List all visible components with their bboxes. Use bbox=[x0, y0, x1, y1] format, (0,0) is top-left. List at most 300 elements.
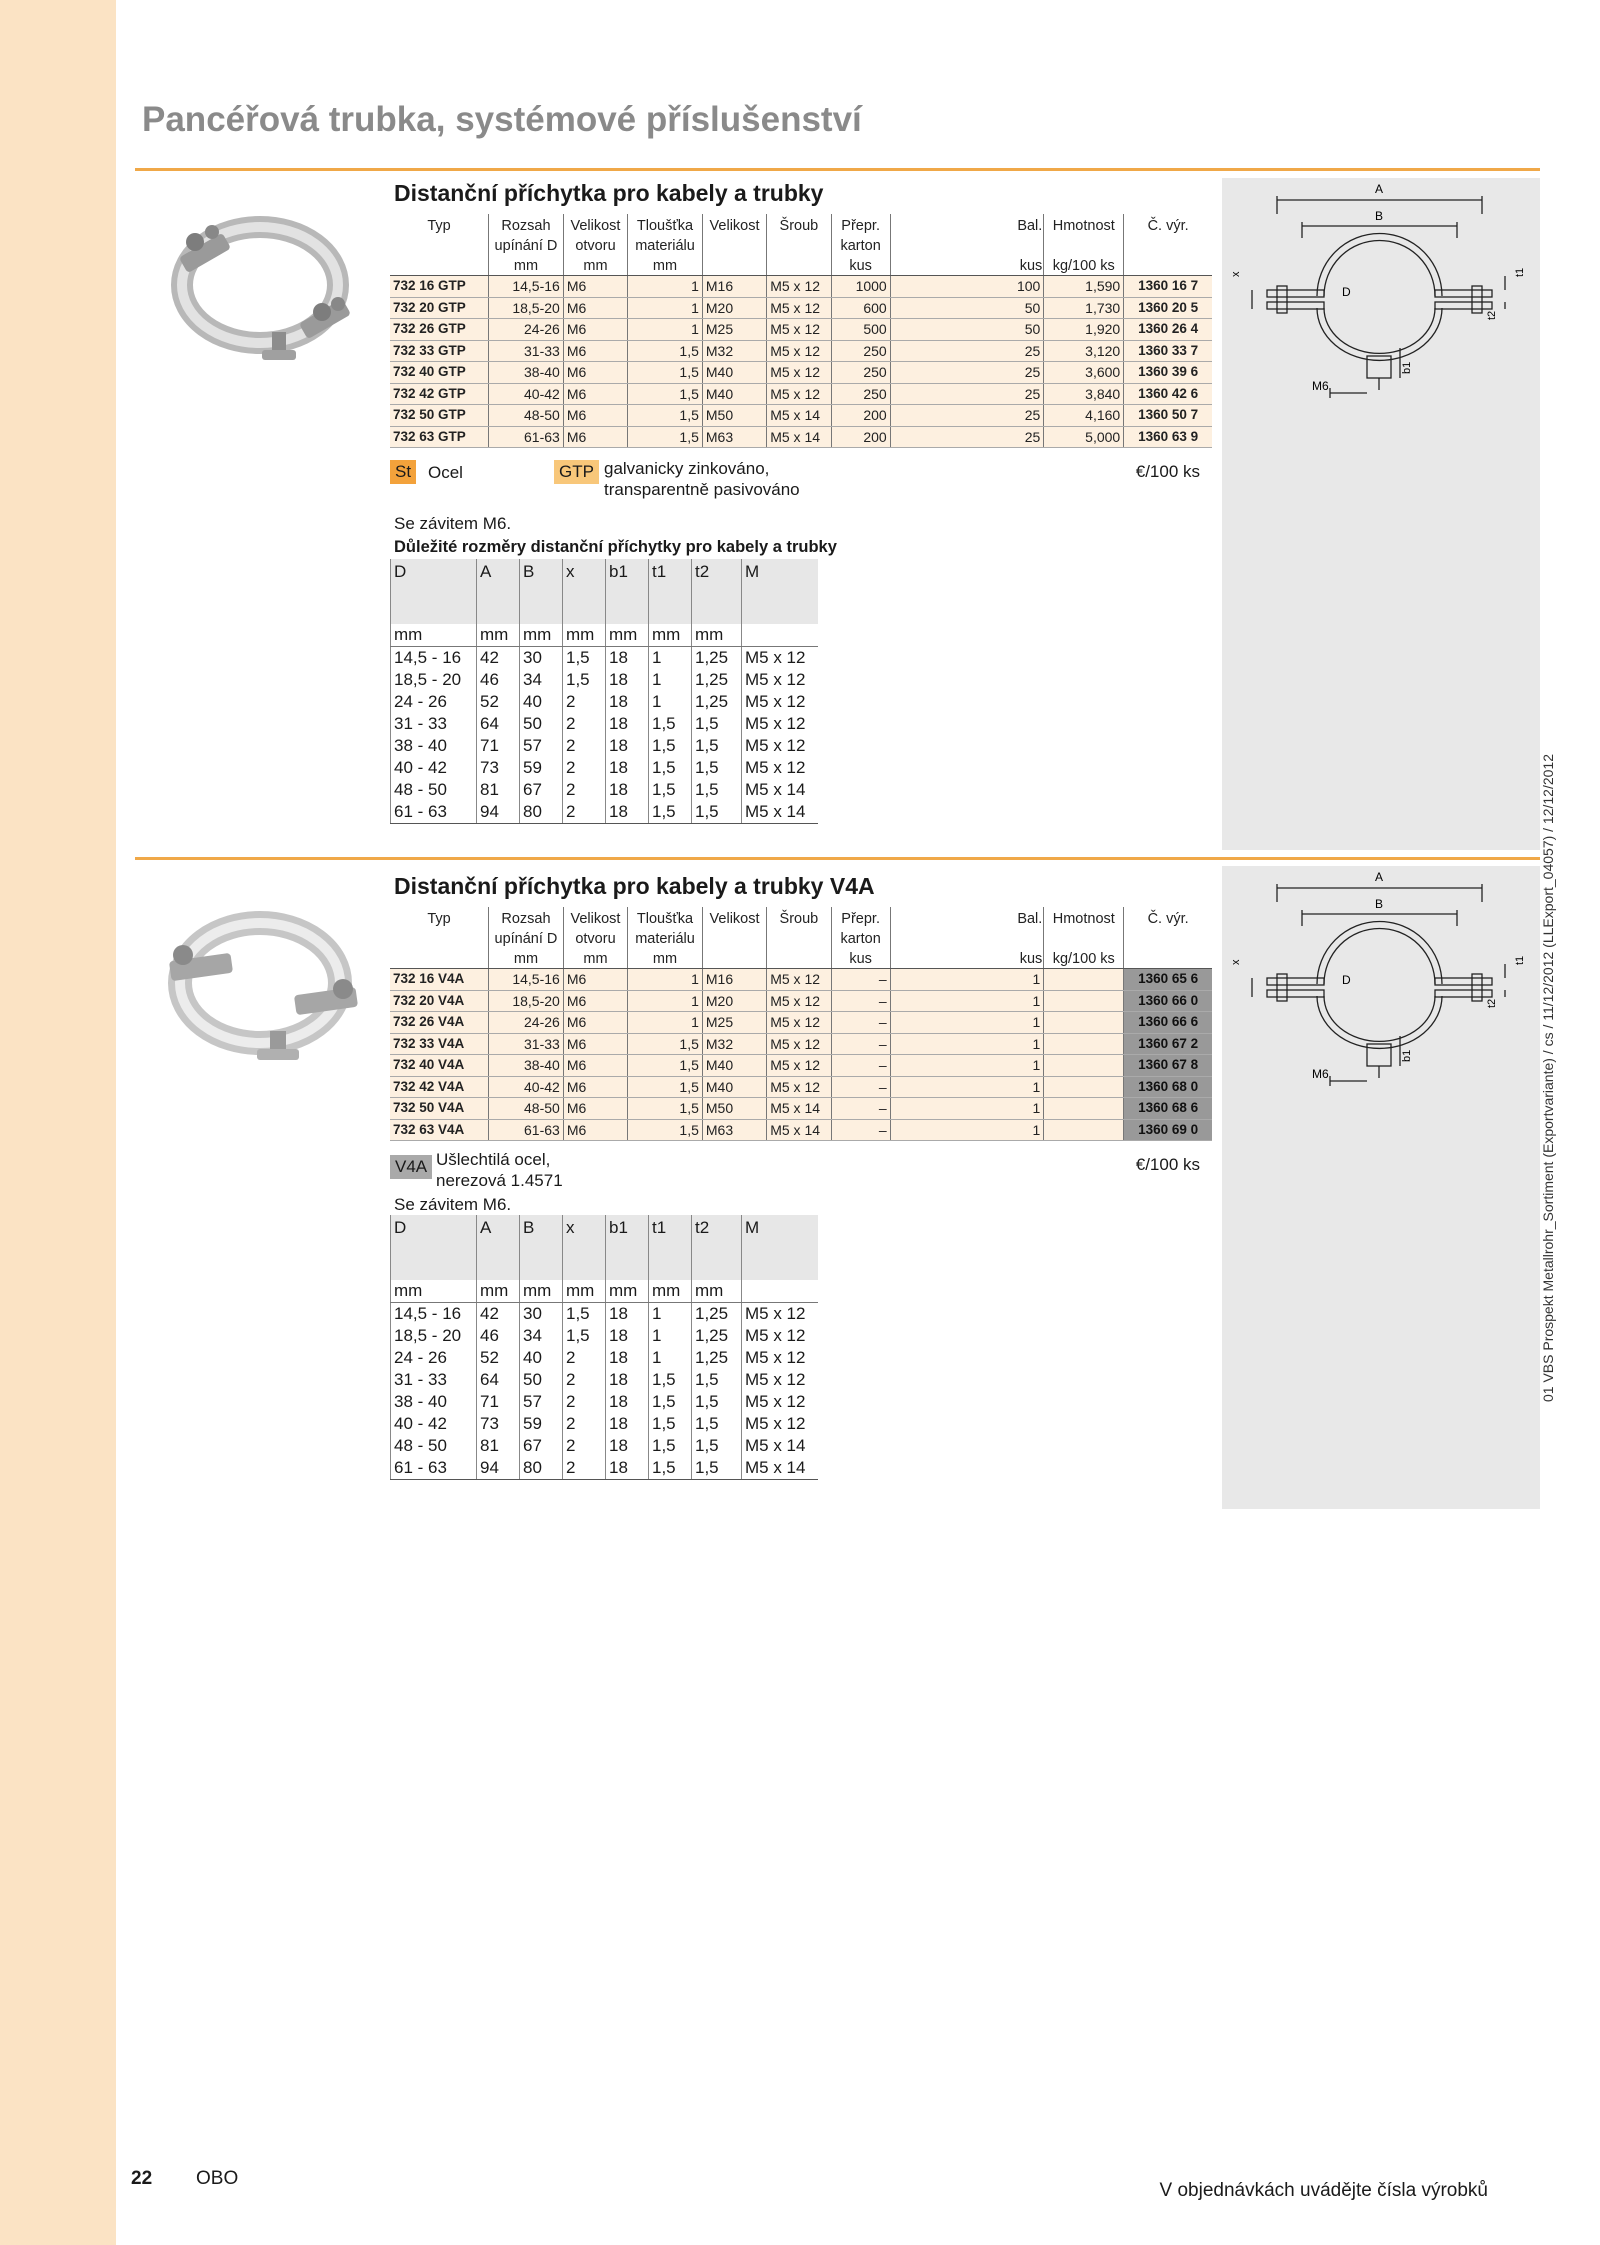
thread-note: Se závitem M6. bbox=[394, 514, 512, 533]
table-cell: M5 x 12 bbox=[767, 1076, 831, 1098]
material-legend bbox=[390, 458, 1212, 508]
dims-col: x bbox=[563, 559, 606, 624]
table-cell: M6 bbox=[563, 969, 627, 991]
table-cell: 50 bbox=[890, 297, 1044, 319]
dims-cell: 1,25 bbox=[692, 1325, 742, 1347]
dims-cell: 1,5 bbox=[649, 1391, 692, 1413]
table-cell: M5 x 12 bbox=[767, 362, 831, 384]
label-b: B bbox=[1374, 897, 1384, 911]
table-cell: M6 bbox=[563, 1055, 627, 1077]
product-section-v4a bbox=[390, 873, 1212, 1480]
dims-cell: 42 bbox=[477, 1303, 520, 1326]
dims-cell: 18 bbox=[606, 713, 649, 735]
product-table bbox=[390, 907, 1212, 1141]
dims-cell: 38 - 40 bbox=[391, 735, 477, 757]
section-title: Distanční příchytka pro kabely a trubky bbox=[394, 180, 824, 206]
table-cell: M63 bbox=[702, 1119, 766, 1141]
table-cell: M6 bbox=[563, 1098, 627, 1120]
table-row bbox=[390, 1055, 1212, 1077]
material-name: Ocel bbox=[428, 463, 463, 482]
dims-cell: 1,5 bbox=[692, 1457, 742, 1480]
dims-cell: M5 x 12 bbox=[745, 1370, 806, 1389]
table-cell: 4,160 bbox=[1044, 405, 1124, 427]
table-cell: M5 x 14 bbox=[767, 426, 831, 448]
table-cell: 1000 bbox=[831, 276, 890, 298]
dims-cell: 38 - 40 bbox=[391, 1391, 477, 1413]
table-cell: M20 bbox=[702, 990, 766, 1012]
dims-cell: 1,5 bbox=[692, 1369, 742, 1391]
page-title: Pancéřová trubka, systémové příslušenství bbox=[142, 100, 862, 139]
dims-col: b1 bbox=[606, 559, 649, 624]
table-cell: 18,5-20 bbox=[489, 990, 564, 1012]
col-hmotnost: Hmotnost bbox=[1044, 907, 1124, 950]
table-row bbox=[390, 426, 1212, 448]
dims-cell: 2 bbox=[563, 779, 606, 801]
table-cell: – bbox=[831, 1055, 890, 1077]
unit: mm bbox=[563, 1280, 606, 1303]
table-cell: 1,920 bbox=[1044, 319, 1124, 341]
dims-col: t2 bbox=[692, 559, 742, 624]
table-cell: M5 x 14 bbox=[767, 1119, 831, 1141]
table-cell: 31-33 bbox=[489, 1033, 564, 1055]
dims-cell: 30 bbox=[520, 1303, 563, 1326]
unit bbox=[767, 257, 831, 276]
dims-row bbox=[391, 1391, 818, 1413]
table-cell: M40 bbox=[702, 362, 766, 384]
dims-cell: 18 bbox=[606, 1369, 649, 1391]
table-cell: 732 26 V4A bbox=[390, 1012, 489, 1034]
dims-cell: 1,25 bbox=[692, 647, 742, 670]
table-cell: 1,5 bbox=[628, 383, 703, 405]
table-cell: 1360 33 7 bbox=[1124, 340, 1212, 362]
table-cell: 1360 67 2 bbox=[1124, 1033, 1212, 1055]
left-color-bar bbox=[0, 0, 116, 2245]
label-a: A bbox=[1374, 182, 1384, 196]
dims-col: B bbox=[520, 559, 563, 624]
header-row bbox=[390, 214, 1212, 257]
dims-col: t1 bbox=[649, 1215, 692, 1280]
table-cell: M5 x 12 bbox=[767, 1055, 831, 1077]
dims-cell: 31 - 33 bbox=[391, 713, 477, 735]
table-cell: 1,5 bbox=[628, 1033, 703, 1055]
table-cell: 1,730 bbox=[1044, 297, 1124, 319]
dims-cell: 1,5 bbox=[692, 735, 742, 757]
table-cell: 732 50 GTP bbox=[390, 405, 489, 427]
dims-cell: 40 bbox=[520, 691, 563, 713]
dims-cell: 18 bbox=[606, 1303, 649, 1326]
table-cell: M25 bbox=[702, 319, 766, 341]
dims-cell: 18 bbox=[606, 1457, 649, 1480]
table-cell bbox=[1044, 1119, 1124, 1141]
table-cell: 1360 50 7 bbox=[1124, 405, 1212, 427]
table-cell: 250 bbox=[831, 340, 890, 362]
dims-row bbox=[391, 1413, 818, 1435]
header-row bbox=[390, 907, 1212, 950]
unit: kus bbox=[890, 950, 1044, 969]
dims-cell: 1 bbox=[649, 1347, 692, 1369]
units-row bbox=[390, 257, 1212, 276]
dims-cell: 1 bbox=[649, 691, 692, 713]
dims-cell: 1,5 bbox=[649, 735, 692, 757]
table-cell: 1,590 bbox=[1044, 276, 1124, 298]
table-row bbox=[390, 990, 1212, 1012]
unit: mm bbox=[628, 950, 703, 969]
unit bbox=[742, 1280, 818, 1303]
clamp-photo-galvanized bbox=[150, 200, 380, 370]
table-cell: 38-40 bbox=[489, 362, 564, 384]
dims-cell: 18 bbox=[606, 757, 649, 779]
table-cell: 1 bbox=[628, 969, 703, 991]
unit: kus bbox=[831, 257, 890, 276]
thread-note: Se závitem M6. bbox=[394, 1195, 512, 1214]
table-cell: M6 bbox=[563, 297, 627, 319]
table-row bbox=[390, 1033, 1212, 1055]
material-line-2: nerezová 1.4571 bbox=[436, 1171, 563, 1190]
table-cell: 18,5-20 bbox=[489, 297, 564, 319]
table-cell: 732 33 V4A bbox=[390, 1033, 489, 1055]
table-cell: 732 63 V4A bbox=[390, 1119, 489, 1141]
table-cell: 31-33 bbox=[489, 340, 564, 362]
unit: kg/100 ks bbox=[1044, 950, 1124, 969]
unit: mm bbox=[520, 1280, 563, 1303]
dims-cell: 2 bbox=[563, 1457, 606, 1480]
table-row bbox=[390, 1119, 1212, 1141]
dims-cell: 18 bbox=[606, 1391, 649, 1413]
material-description bbox=[436, 1149, 563, 1191]
table-cell: 1 bbox=[890, 1119, 1044, 1141]
dims-cell: 73 bbox=[477, 1413, 520, 1435]
table-cell bbox=[1044, 1055, 1124, 1077]
dims-row bbox=[391, 1303, 818, 1326]
col-cvyr: Č. výr. bbox=[1147, 911, 1189, 927]
material-line-1: Ušlechtilá ocel, bbox=[436, 1150, 551, 1169]
clamp-dimension-drawing bbox=[1222, 866, 1540, 1106]
table-cell: 61-63 bbox=[489, 1119, 564, 1141]
table-cell: 732 20 GTP bbox=[390, 297, 489, 319]
label-x: x bbox=[1230, 959, 1242, 965]
unit bbox=[1124, 950, 1212, 969]
label-d: D bbox=[1342, 973, 1351, 987]
dims-cell: 2 bbox=[563, 691, 606, 713]
dims-cell: 2 bbox=[563, 735, 606, 757]
dims-cell: 18 bbox=[606, 647, 649, 670]
table-cell: 1 bbox=[890, 1012, 1044, 1034]
dims-cell: 57 bbox=[520, 735, 563, 757]
col-typ: Typ bbox=[390, 214, 489, 257]
dims-cell: 2 bbox=[563, 1391, 606, 1413]
unit: mm bbox=[606, 624, 649, 647]
table-cell: 200 bbox=[831, 405, 890, 427]
dims-cell: 2 bbox=[563, 1347, 606, 1369]
dims-col: x bbox=[563, 1215, 606, 1280]
table-cell: 100 bbox=[890, 276, 1044, 298]
table-cell: 1360 16 7 bbox=[1124, 276, 1212, 298]
table-cell: M5 x 12 bbox=[767, 969, 831, 991]
dims-cell: 1,5 bbox=[563, 647, 606, 670]
dims-cell: 1,5 bbox=[649, 1369, 692, 1391]
unit bbox=[767, 950, 831, 969]
dimension-drawing-panel bbox=[1222, 866, 1540, 1509]
table-cell: M5 x 12 bbox=[767, 383, 831, 405]
dims-cell: 1,5 bbox=[649, 757, 692, 779]
table-cell: – bbox=[831, 1119, 890, 1141]
table-cell: 732 40 GTP bbox=[390, 362, 489, 384]
col-hmotnost: Hmotnost bbox=[1044, 214, 1124, 257]
label-a: A bbox=[1374, 870, 1384, 884]
table-cell: 24-26 bbox=[489, 319, 564, 341]
surface-code-gtp: GTP bbox=[554, 460, 599, 484]
dims-cell: 1,5 bbox=[692, 713, 742, 735]
label-b1: b1 bbox=[1401, 1049, 1413, 1062]
table-cell: 1360 68 6 bbox=[1124, 1098, 1212, 1120]
price-unit: €/100 ks bbox=[1135, 1155, 1200, 1174]
table-cell: M6 bbox=[563, 276, 627, 298]
dims-cell: 1 bbox=[649, 1303, 692, 1326]
section-title: Distanční příchytka pro kabely a trubky V4A bbox=[394, 873, 875, 899]
clamp-dimension-drawing bbox=[1222, 178, 1540, 418]
table-cell: 1 bbox=[628, 319, 703, 341]
table-cell: M32 bbox=[702, 1033, 766, 1055]
dims-cell: 61 - 63 bbox=[391, 1457, 477, 1480]
unit bbox=[390, 257, 489, 276]
dims-cell: 40 - 42 bbox=[391, 757, 477, 779]
table-cell: M16 bbox=[702, 969, 766, 991]
table-cell: 732 16 V4A bbox=[390, 969, 489, 991]
dims-cell: 1,25 bbox=[692, 1347, 742, 1369]
dims-cell: 59 bbox=[520, 1413, 563, 1435]
table-cell: 1,5 bbox=[628, 340, 703, 362]
table-cell: 1360 67 8 bbox=[1124, 1055, 1212, 1077]
table-cell: 1360 26 4 bbox=[1124, 319, 1212, 341]
unit: mm bbox=[649, 624, 692, 647]
table-cell: M5 x 12 bbox=[767, 1012, 831, 1034]
price-unit: €/100 ks bbox=[1135, 462, 1200, 481]
unit: mm bbox=[520, 624, 563, 647]
dims-cell: 1 bbox=[649, 669, 692, 691]
table-cell: 3,840 bbox=[1044, 383, 1124, 405]
dims-row bbox=[391, 691, 818, 713]
dims-cell: 2 bbox=[563, 1413, 606, 1435]
dims-cell: 1,5 bbox=[649, 801, 692, 824]
dims-cell: 71 bbox=[477, 735, 520, 757]
table-cell: 732 26 GTP bbox=[390, 319, 489, 341]
dims-col: A bbox=[477, 559, 520, 624]
dims-cell: 73 bbox=[477, 757, 520, 779]
table-cell: M5 x 14 bbox=[767, 405, 831, 427]
table-cell: M50 bbox=[702, 405, 766, 427]
dims-cell: 46 bbox=[477, 1325, 520, 1347]
table-row bbox=[390, 383, 1212, 405]
dims-cell: 81 bbox=[477, 1435, 520, 1457]
dims-row bbox=[391, 801, 818, 824]
dims-cell: 18 bbox=[606, 1413, 649, 1435]
table-row bbox=[390, 1098, 1212, 1120]
dimension-drawing-panel bbox=[1222, 178, 1540, 850]
table-cell: 250 bbox=[831, 362, 890, 384]
table-cell: 40-42 bbox=[489, 383, 564, 405]
table-cell: M6 bbox=[563, 426, 627, 448]
surface-line-1: galvanicky zinkováno, bbox=[604, 459, 770, 478]
dims-cell: 1 bbox=[649, 1325, 692, 1347]
section-divider bbox=[135, 857, 1540, 860]
table-cell: 732 40 V4A bbox=[390, 1055, 489, 1077]
dims-cell: 1,5 bbox=[563, 1303, 606, 1326]
dims-cell: 40 - 42 bbox=[391, 1413, 477, 1435]
unit: mm bbox=[489, 257, 564, 276]
dims-cell: 2 bbox=[563, 1369, 606, 1391]
label-b: B bbox=[1374, 209, 1384, 223]
table-cell: M5 x 12 bbox=[767, 276, 831, 298]
dims-header-row bbox=[391, 1215, 818, 1280]
label-x: x bbox=[1230, 271, 1242, 277]
table-cell: 732 50 V4A bbox=[390, 1098, 489, 1120]
table-cell: 1 bbox=[890, 1055, 1044, 1077]
unit: mm bbox=[692, 1280, 742, 1303]
table-row bbox=[390, 319, 1212, 341]
dims-cell: 18 bbox=[606, 1435, 649, 1457]
table-cell: 25 bbox=[890, 405, 1044, 427]
table-cell: – bbox=[831, 969, 890, 991]
material-legend bbox=[390, 1151, 1212, 1195]
unit bbox=[702, 950, 766, 969]
label-m6: M6 bbox=[1312, 379, 1329, 393]
dims-cell: 14,5 - 16 bbox=[391, 1303, 477, 1326]
dims-cell: 61 - 63 bbox=[391, 801, 477, 824]
table-row bbox=[390, 969, 1212, 991]
dims-cell: 14,5 - 16 bbox=[391, 647, 477, 670]
surface-line-2: transparentně pasivováno bbox=[604, 480, 800, 499]
col-sroub: Šroub bbox=[767, 907, 831, 950]
col-rozsah: Rozsah upínání D bbox=[489, 907, 564, 950]
unit: mm bbox=[563, 257, 627, 276]
table-cell: – bbox=[831, 1098, 890, 1120]
dims-cell: 1 bbox=[649, 647, 692, 670]
dims-cell: M5 x 14 bbox=[745, 780, 806, 799]
dims-cell: M5 x 12 bbox=[745, 1414, 806, 1433]
dims-cell: M5 x 14 bbox=[745, 1436, 806, 1455]
dims-cell: 18 bbox=[606, 691, 649, 713]
col-tloustka: Tloušťka materiálu bbox=[628, 214, 703, 257]
product-table bbox=[390, 214, 1212, 448]
table-cell: 1 bbox=[628, 990, 703, 1012]
dims-cell: 18 bbox=[606, 735, 649, 757]
dims-cell: M5 x 12 bbox=[745, 736, 806, 755]
table-cell: 1360 65 6 bbox=[1124, 969, 1212, 991]
table-cell: M20 bbox=[702, 297, 766, 319]
table-cell: – bbox=[831, 1076, 890, 1098]
dims-cell: 1,5 bbox=[649, 1413, 692, 1435]
table-cell: 25 bbox=[890, 362, 1044, 384]
table-row bbox=[390, 405, 1212, 427]
table-cell: 732 63 GTP bbox=[390, 426, 489, 448]
dims-cell: M5 x 12 bbox=[745, 670, 806, 689]
dims-cell: 34 bbox=[520, 1325, 563, 1347]
dims-cell: 1,25 bbox=[692, 691, 742, 713]
dims-cell: 1,5 bbox=[649, 1435, 692, 1457]
table-cell: 1,5 bbox=[628, 426, 703, 448]
table-cell bbox=[1044, 1012, 1124, 1034]
dims-cell: 1,5 bbox=[649, 779, 692, 801]
dims-cell: 31 - 33 bbox=[391, 1369, 477, 1391]
dims-cell: M5 x 12 bbox=[745, 1392, 806, 1411]
dimensions-table bbox=[390, 559, 818, 824]
table-row bbox=[390, 276, 1212, 298]
table-cell: M6 bbox=[563, 319, 627, 341]
table-cell: 1,5 bbox=[628, 405, 703, 427]
table-cell: 14,5-16 bbox=[489, 969, 564, 991]
label-b1: b1 bbox=[1401, 361, 1413, 374]
table-cell: M25 bbox=[702, 1012, 766, 1034]
dims-cell: 1,5 bbox=[563, 669, 606, 691]
dims-row bbox=[391, 1369, 818, 1391]
table-cell: 1 bbox=[628, 297, 703, 319]
table-cell: – bbox=[831, 990, 890, 1012]
dims-col: A bbox=[477, 1215, 520, 1280]
dims-col: B bbox=[520, 1215, 563, 1280]
product-section-gtp bbox=[390, 180, 1212, 824]
unit: kus bbox=[831, 950, 890, 969]
dims-cell: 1,5 bbox=[692, 779, 742, 801]
table-cell: M5 x 12 bbox=[767, 990, 831, 1012]
dims-cell: 67 bbox=[520, 1435, 563, 1457]
table-row bbox=[390, 340, 1212, 362]
dims-cell: 2 bbox=[563, 757, 606, 779]
table-cell: 1 bbox=[628, 1012, 703, 1034]
col-rozsah: Rozsah upínání D bbox=[489, 214, 564, 257]
dims-cell: 50 bbox=[520, 713, 563, 735]
dims-cell: 52 bbox=[477, 1347, 520, 1369]
dims-cell: 57 bbox=[520, 1391, 563, 1413]
dims-cell: M5 x 14 bbox=[742, 801, 818, 824]
table-cell: 1,5 bbox=[628, 1076, 703, 1098]
unit: mm bbox=[477, 1280, 520, 1303]
dims-cell: 81 bbox=[477, 779, 520, 801]
unit: mm bbox=[606, 1280, 649, 1303]
dims-cell: 24 - 26 bbox=[391, 1347, 477, 1369]
dims-cell: 71 bbox=[477, 1391, 520, 1413]
table-cell: 200 bbox=[831, 426, 890, 448]
dims-cell: 2 bbox=[563, 1435, 606, 1457]
unit: mm bbox=[477, 624, 520, 647]
table-cell: M6 bbox=[563, 405, 627, 427]
unit: mm bbox=[563, 950, 627, 969]
table-cell: M32 bbox=[702, 340, 766, 362]
table-cell: 1,5 bbox=[628, 1119, 703, 1141]
dims-cell: M5 x 14 bbox=[742, 1457, 818, 1480]
dims-cell: 40 bbox=[520, 1347, 563, 1369]
table-cell: M6 bbox=[563, 362, 627, 384]
dims-cell: 59 bbox=[520, 757, 563, 779]
dims-row bbox=[391, 713, 818, 735]
dims-col: D bbox=[391, 1215, 477, 1280]
table-cell: 48-50 bbox=[489, 1098, 564, 1120]
dims-row bbox=[391, 1325, 818, 1347]
unit bbox=[702, 257, 766, 276]
unit: mm bbox=[563, 624, 606, 647]
dims-cell: 1,25 bbox=[692, 1303, 742, 1326]
table-cell: 14,5-16 bbox=[489, 276, 564, 298]
dims-row bbox=[391, 1457, 818, 1480]
table-row bbox=[390, 362, 1212, 384]
dims-cell: 18 bbox=[606, 669, 649, 691]
dims-col: D bbox=[391, 559, 477, 624]
dims-cell: 1,5 bbox=[692, 757, 742, 779]
dims-cell: 24 - 26 bbox=[391, 691, 477, 713]
table-cell: 1 bbox=[890, 969, 1044, 991]
dims-cell: 48 - 50 bbox=[391, 1435, 477, 1457]
dims-cell: 80 bbox=[520, 801, 563, 824]
table-cell: M6 bbox=[563, 1076, 627, 1098]
